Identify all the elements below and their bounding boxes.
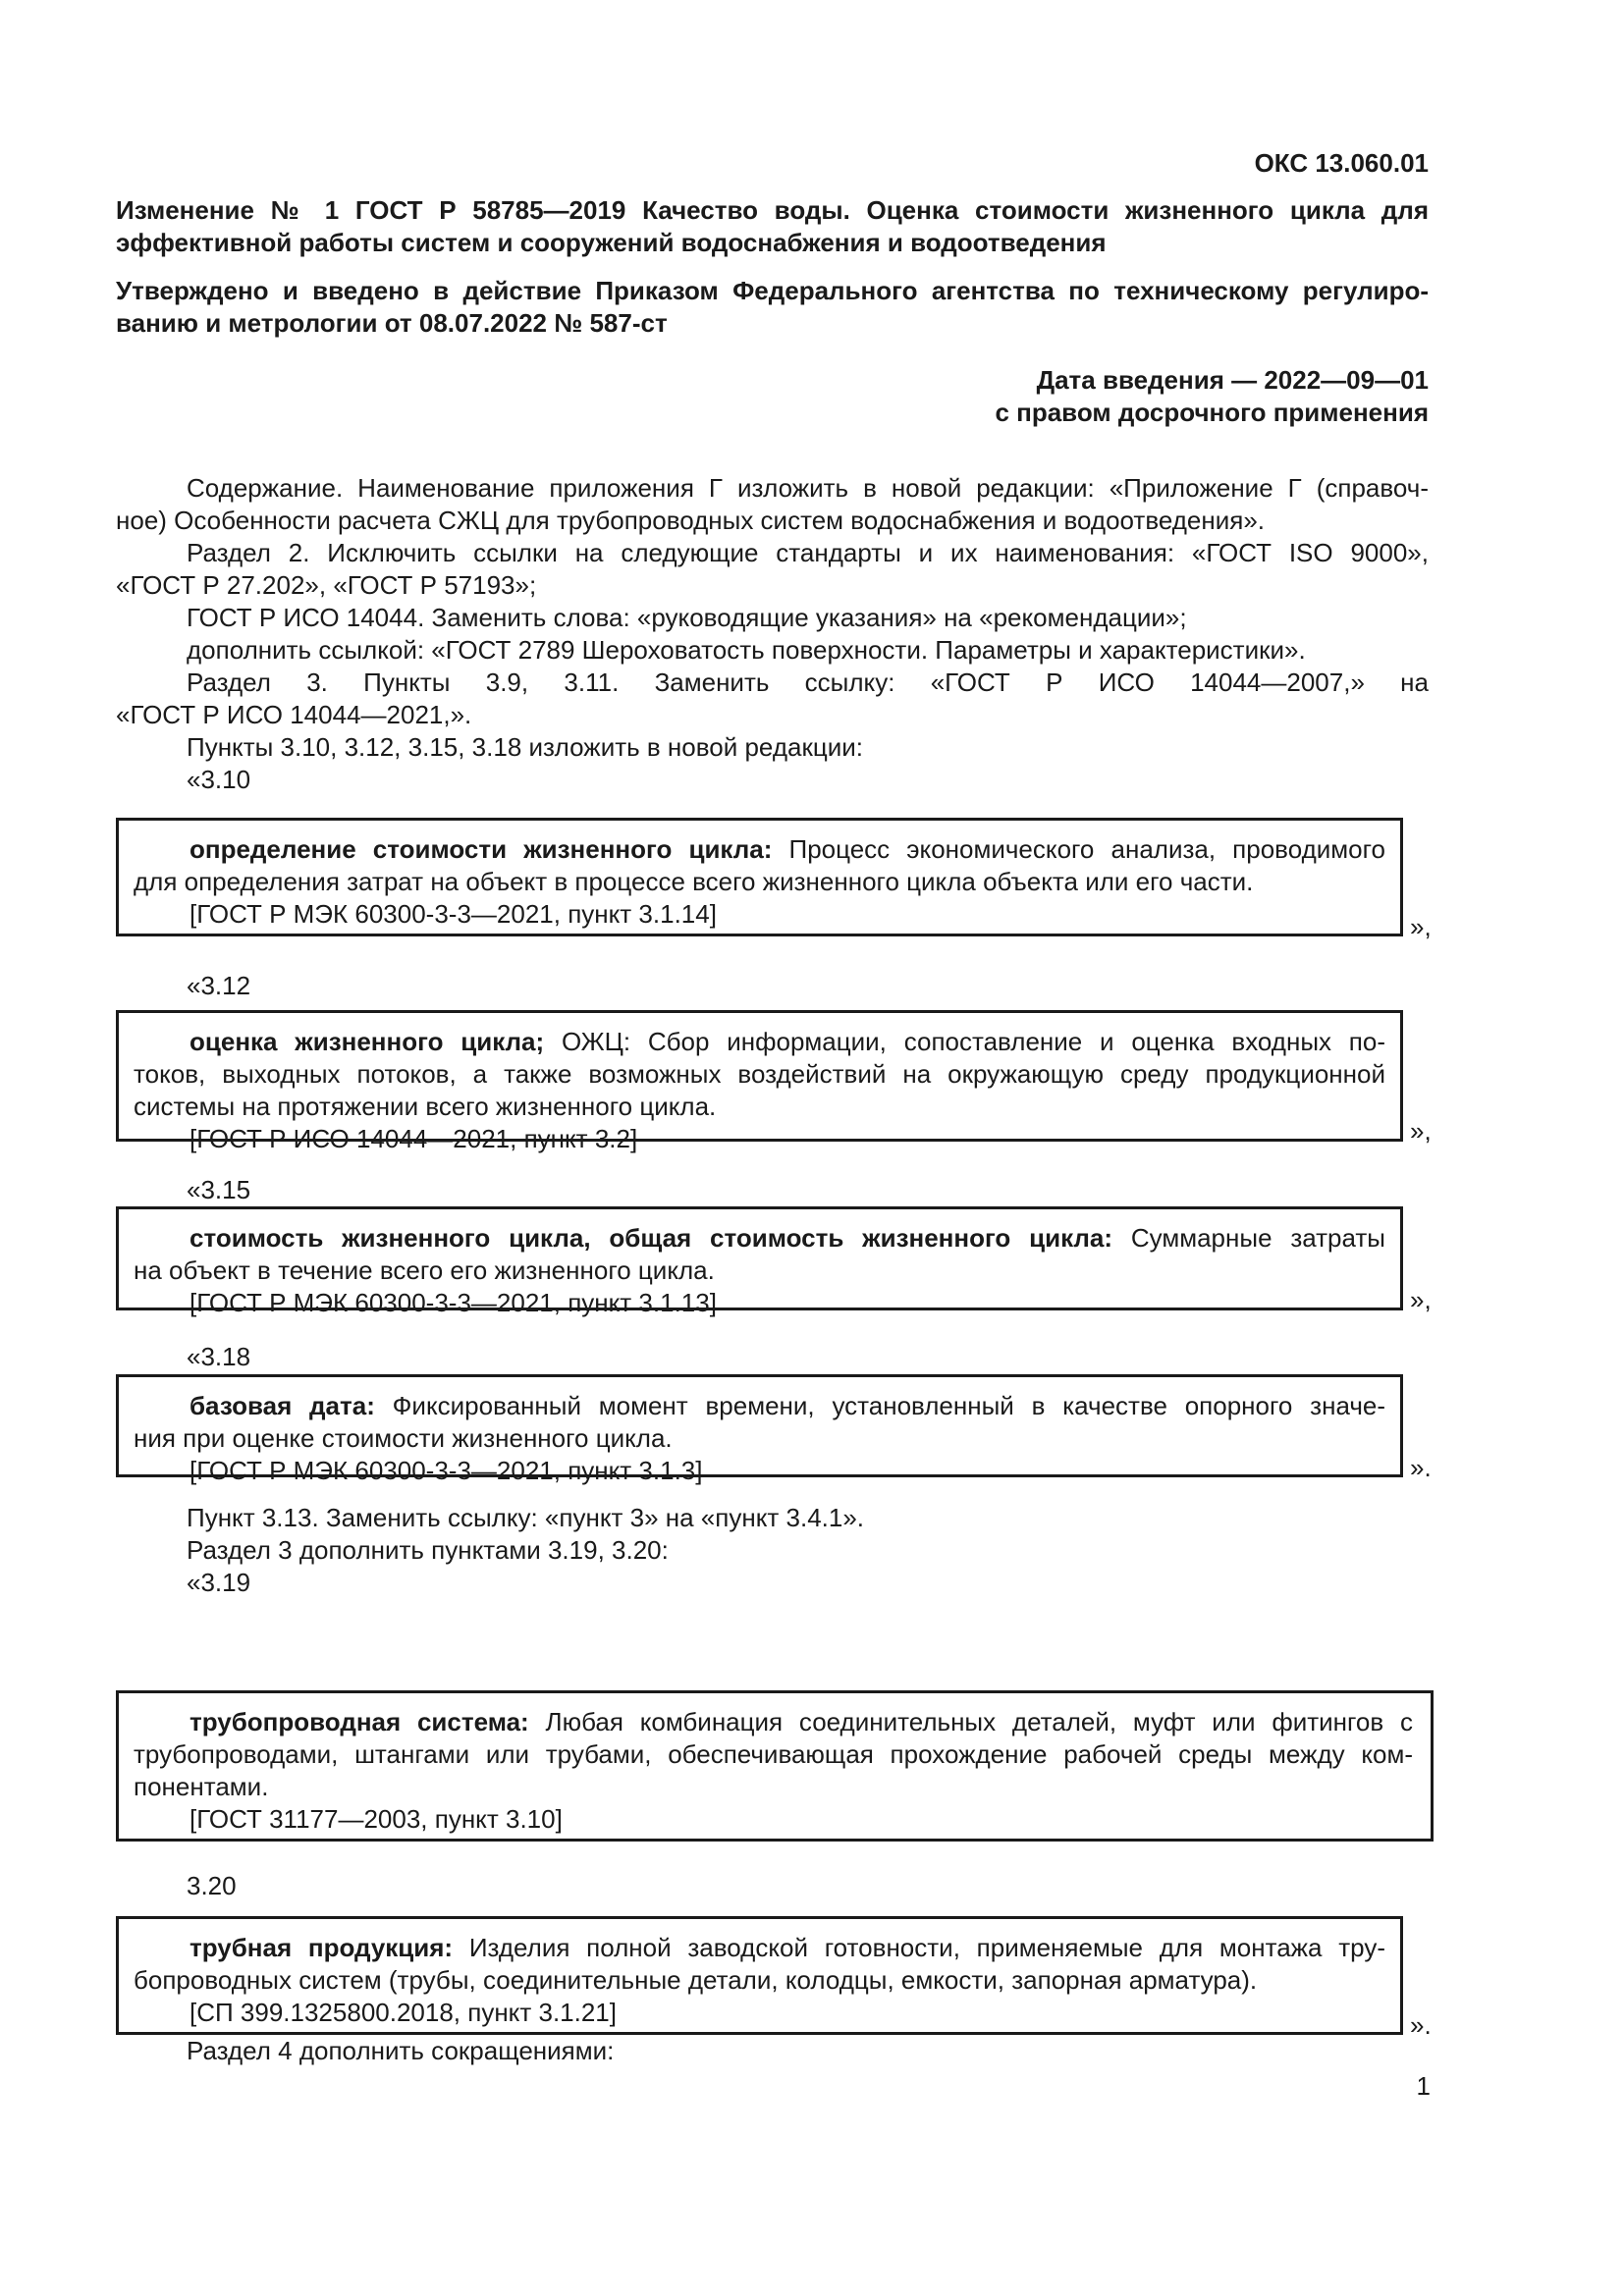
term-def-line: токов, выходных потоков, а также возможных воздействий на окружающую среду продукционной [134,1059,1385,1089]
title-line-2: эффективной работы систем и сооружений водоснабжения и водоотведения [116,228,1107,257]
term-label-3-15: «3.15 [187,1175,251,1204]
term-box-3-10 [116,818,1403,936]
approval-statement [116,275,1429,340]
term-def-line-1 [134,1390,1385,1422]
term-name: оценка жизненного цикла; [189,1027,545,1056]
term-def-line: понентами. [134,1772,269,1801]
para-add-reference: дополнить ссылкой: «ГОСТ 2789 Шероховатость поверхности. Параметры и характеристики». [187,635,1306,665]
term-box-3-18 [116,1374,1403,1485]
term-source: [СП 399.1325800.2018, пункт 3.1.21] [189,1998,617,2027]
term-def-start: ОЖЦ: Сбор информации, сопоставление и оценка входных по- [544,1027,1386,1056]
para-section3-l1: Раздел 3. Пункты 3.9, 3.11. Заменить ссылку: «ГОСТ Р ИСО 14044—2007,» на [187,667,1429,697]
term-def-start: Любая комбинация соединительных деталей, муфт или фитингов с [528,1707,1413,1736]
term-label-3-18: «3.18 [187,1342,251,1371]
term-label-3-19: «3.19 [187,1568,251,1597]
para-items-new-edition: Пункты 3.10, 3.12, 3.15, 3.18 изложить в новой редакции: [187,732,863,762]
para-item-3-13: Пункт 3.13. Заменить ссылку: «пункт 3» на «пункт 3.4.1». [187,1503,865,1532]
term-name: базовая дата: [189,1391,375,1420]
term-label-3-10: «3.10 [187,765,251,794]
term-source: [ГОСТ Р МЭК 60300-3-3—2021, пункт 3.1.13] [189,1288,717,1317]
term-name: определение стоимости жизненного цикла: [189,834,773,864]
approval-line-1: Утверждено и введено в действие Приказом Федерального агентства по техническому регулиро- [116,276,1429,305]
term-label-3-12: «3.12 [187,971,251,1000]
document-title [116,194,1429,259]
term-def-start: Суммарные затраты [1112,1223,1385,1253]
para-contents-l1: Содержание. Наименование приложения Г изложить в новой редакции: «Приложение Г (справоч- [187,473,1429,503]
term-box-3-12 [116,1010,1403,1153]
effective-date-line-1: Дата введения — 2022—09—01 [1036,365,1429,395]
term-source: [ГОСТ Р МЭК 60300-3-3—2021, пункт 3.1.3] [189,1456,703,1485]
closing-quote: ». [1410,1453,1432,1482]
approval-line-2: ванию и метрологии от 08.07.2022 № 587-ст [116,308,668,338]
term-def-start: Процесс экономического анализа, проводимого [772,834,1385,864]
oks-code: ОКС 13.060.01 [1254,148,1429,178]
term-def-line: на объект в течение всего его жизненного цикла. [134,1255,715,1285]
term-box-3-20 [116,1916,1403,2035]
closing-quote: », [1410,1116,1432,1146]
closing-quote: », [1410,912,1432,941]
term-box-3-15 [116,1206,1403,1317]
term-def-line-1 [134,833,1385,866]
term-def-line-1 [134,1222,1385,1255]
term-label-3-20: 3.20 [187,1871,237,1900]
term-name: трубная продукция: [189,1933,454,1962]
title-line-1: Изменение № 1 ГОСТ Р 58785—2019 Качество воды. Оценка стоимости жизненного цикла для [116,195,1429,225]
term-def-line: ния при оценке стоимости жизненного цикла. [134,1423,673,1453]
closing-quote: », [1410,1285,1432,1314]
para-section2-l1: Раздел 2. Исключить ссылки на следующие стандарты и их наименования: «ГОСТ ISO 9000», [187,538,1429,567]
para-add-items: Раздел 3 дополнить пунктами 3.19, 3.20: [187,1535,669,1565]
term-name: стоимость жизненного цикла, общая стоимость жизненного цикла: [189,1223,1113,1253]
term-def-line-1 [134,1706,1413,1738]
closing-quote: ». [1410,2010,1432,2040]
para-contents-l2: ное) Особенности расчета СЖЦ для трубопроводных систем водоснабжения и водоотведения». [116,506,1266,535]
page-number: 1 [1416,2071,1431,2101]
term-def-line-1 [134,1932,1385,1964]
term-name: трубопроводная система: [189,1707,529,1736]
term-source: [ГОСТ 31177—2003, пункт 3.10] [189,1804,563,1834]
term-box-3-19 [116,1690,1434,1842]
effective-date [785,364,1429,429]
term-def-line: для определения затрат на объект в процессе всего жизненного цикла объекта или его части. [134,867,1254,896]
effective-date-line-2: с правом досрочного применения [995,398,1429,427]
body-mid [187,1502,1429,1599]
term-def-line: системы на протяжении всего жизненного цикла. [134,1092,717,1121]
para-section3-l2: «ГОСТ Р ИСО 14044—2021,». [116,700,472,729]
term-def-line: трубопроводами, штангами или трубами, обеспечивающая прохождение рабочей среды между ком- [134,1739,1413,1769]
term-def-line-1 [134,1026,1385,1058]
term-def-line: бопроводных систем (трубы, соединительные детали, колодцы, емкости, запорная арматура). [134,1965,1258,1995]
body-intro [116,472,1429,796]
para-section4: Раздел 4 дополнить сокращениями: [187,2036,615,2065]
term-source: [ГОСТ Р ИСО 14044—2021, пункт 3.2] [189,1124,638,1153]
term-def-start: Изделия полной заводской готовности, применяемые для монтажа тру- [453,1933,1385,1962]
para-section2-l2: «ГОСТ Р 27.202», «ГОСТ Р 57193»; [116,570,537,600]
term-def-start: Фиксированный момент времени, установленный в качестве опорного значе- [374,1391,1385,1420]
term-source: [ГОСТ Р МЭК 60300-3-3—2021, пункт 3.1.14] [189,899,717,929]
para-iso14044: ГОСТ Р ИСО 14044. Заменить слова: «руководящие указания» на «рекомендации»; [187,603,1187,632]
